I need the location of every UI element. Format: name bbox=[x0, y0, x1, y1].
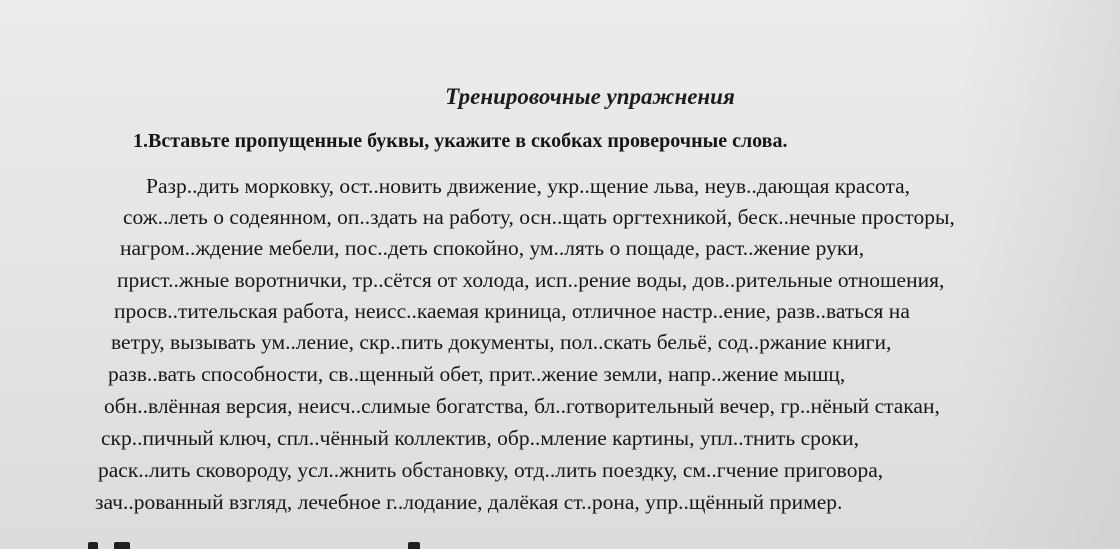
exercise-line: ветру, вызывать ум..ление, скр..пить документы, пол..скать бельё, сод..ржание книги, bbox=[111, 330, 892, 354]
exercise-line: разв..вать способности, св..щенный обет, прит..жение земли, напр..жение мышц, bbox=[108, 362, 846, 386]
cropped-next-line bbox=[88, 536, 1088, 549]
exercise-line: раск..лить сковороду, усл..жнить обстановку, отд..лить поездку, см..гчение приговора, bbox=[98, 458, 884, 482]
exercise-line: прист..жные воротнички, тр..сётся от холода, исп..рение воды, дов..рительные отношения, bbox=[117, 268, 945, 292]
exercise-line: Разр..дить морковку, ост..новить движение, укр..щение льва, неув..дающая красота, bbox=[146, 174, 911, 198]
exercise-line: скр..пичный ключ, спл..чённый коллектив, обр..мление картины, упл..тнить сроки, bbox=[101, 426, 859, 450]
exercise-line: нагром..ждение мебели, пос..деть спокойно, ум..лять о пощаде, раст..жение руки, bbox=[120, 236, 865, 260]
exercise-line: зач..рованный взгляд, лечебное г..лодание, далёкая ст..рона, упр..щённый пример. bbox=[95, 490, 843, 514]
exercise-line: просв..тительская работа, неисс..каемая криница, отличное настр..ение, разв..ваться на bbox=[114, 299, 910, 323]
exercise-title: Тренировочные упражнения bbox=[445, 84, 735, 109]
exercise-line: сож..леть о содеянном, оп..здать на работу, осн..щать оргтехникой, беск..нечные просторы, bbox=[123, 205, 955, 229]
task-instruction: 1.Вставьте пропущенные буквы, укажите в скобках проверочные слова. bbox=[133, 130, 788, 152]
exercise-line: обн..влённая версия, неисч..слимые богатства, бл..готворительный вечер, гр..нёный стакан, bbox=[104, 394, 940, 418]
page-shadow bbox=[960, 0, 1120, 549]
